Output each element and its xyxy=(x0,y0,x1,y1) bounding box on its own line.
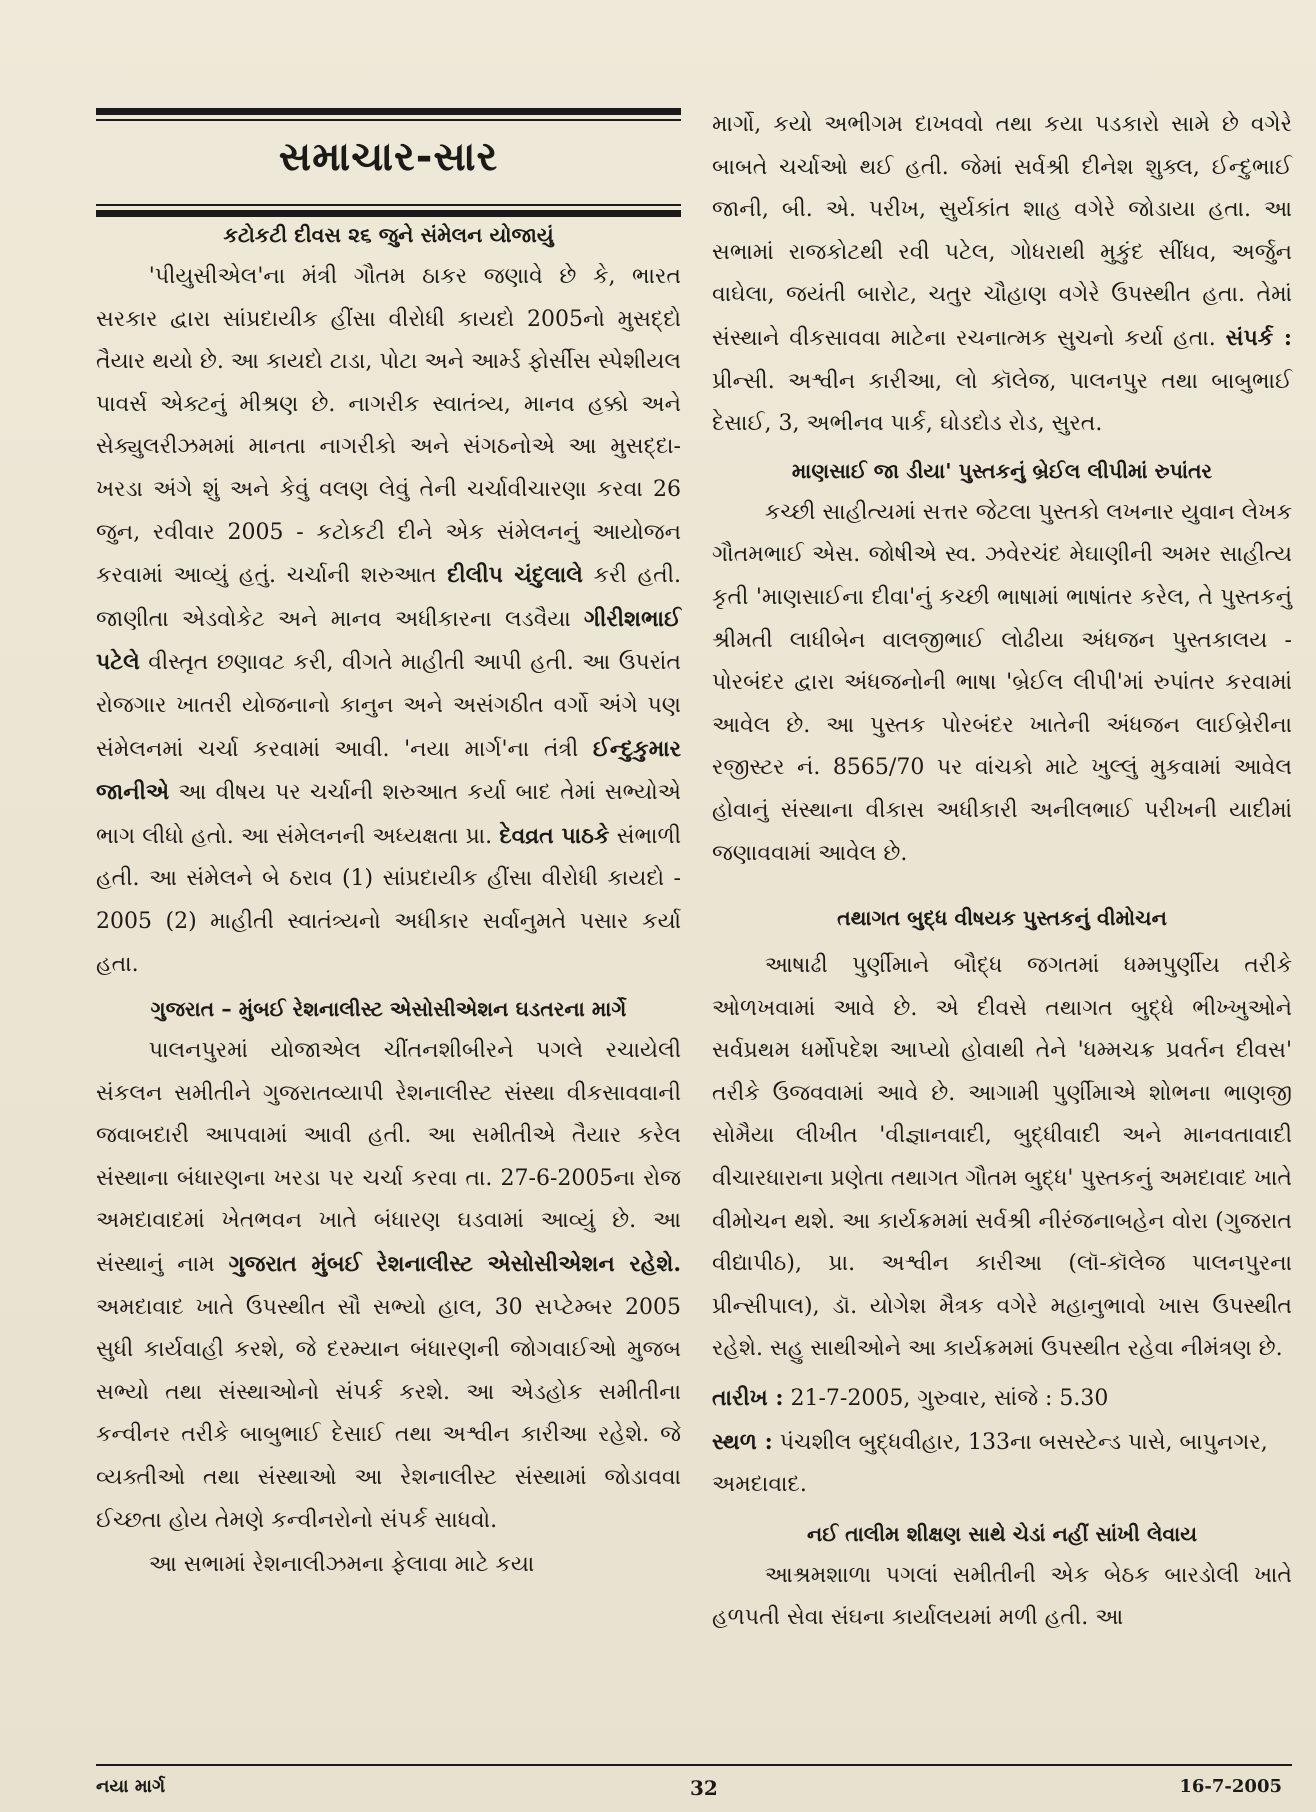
article-body-emergency-day: 'પીયુસીએલ'ના મંત્રી ગૌતમ ઠાકર જણાવે છે કે, ભારત સરકાર દ્વારા સાંપ્રદાયીક હીંસા વીરોધી કાયદો 2005નો મુસદ્દો તૈયાર થયો છે. આ કાયદો ટાડા, પોટા અને આર્મ્ડ ફોર્સીસ સ્પેશીયલ પાવર્સ એક્ટનું મીશ્રણ છે. નાગરીક સ્વાતંત્ર્ય, માનવ હક્કો અને સેક્યુલરીઝમમાં માનતા નાગરીકો અને સંગઠનોએ આ મુસદ્દા-ખરડા અંગે શું અને કેવું વલણ લેવું તેની ચર્ચાવીચારણા કરવા 26 જુન, રવીવાર 2005 - કટોકટી દીને એક સંમેલનનું આયોજન કરવામાં આવ્યું હતું. ચર્ચાની શરુઆત દીલીપ ચંદુલાલે કરી હતી. જાણીતા એડવોકેટ અને માનવ અધીકારના લડવૈયા ગીરીશભાઈ પટેલે વીસ્તૃત છણાવટ કરી, વીગતે માહીતી આપી હતી. આ ઉપરાંત રોજગાર ખાતરી યોજનાનો કાનુન અને અસંગઠીત વર્ગો અંગે પણ સંમેલનમાં ચર્ચા કરવામાં આવી. 'નયા માર્ગ'ના તંત્રી ઈન્દુકુમાર જાનીએ આ વીષય પર ચર્ચાની શરુઆત કર્યા બાદ તેમાં સભ્યોએ ભાગ લીધો હતો. આ સંમેલનની અધ્યક્ષતા પ્રા. દેવવ્રત પાઠકે સંભાળી હતી. આ સંમેલને બે ઠરાવ (1) સાંપ્રદાયીક હીંસા વીરોધી કાયદો - 2005 (2) માહીતી સ્વાતંત્ર્યનો અધીકાર સર્વાનુમતે પસાર કર્યા હતા. xyxy=(96,264,681,977)
contact-label: સંપર્ક : xyxy=(1225,324,1292,351)
section-masthead xyxy=(96,100,681,290)
article-heading-nai-talim: નઈ તાલીમ શીક્ષણ સાથે ચેડાં નહીં સાંખી લેવાય xyxy=(806,1521,1198,1546)
bold-name: ગુજરાત મુંબઈ રેશનાલીસ્ટ એસોસીએશન રહેશે. xyxy=(228,1251,681,1278)
left-column xyxy=(96,100,681,1587)
article-heading-emergency-day: કટોકટી દીવસ ૨૬ જુને સંમેલન યોજાયું xyxy=(223,223,554,247)
article-body-braille: કચ્છી સાહીત્યમાં સત્તર જેટલા પુસ્તકો લખનાર યુવાન લેખક ગૌતમભાઈ એસ. જોષીએ સ્વ. ઝવેરચંદ મેઘાણીની અમર સાહીત્ય કૃતી 'માણસાઈના દીવા'નું કચ્છી ભાષામાં ભાષાંતર કરેલ, તે પુસ્તકનું શ્રીમતી લાધીબેન વાલજીભાઈ લોઢીયા અંધજન પુસ્તકાલય - પોરબંદર દ્વારા અંધજનોની ભાષા 'બ્રેઈલ લીપી'માં રુપાંતર કરવામાં આવેલ છે. આ પુસ્તક પોરબંદર ખાતેની અંધજન લાઈબ્રેરીના રજીસ્ટર નં. 8565/70 પર વાંચકો માટે ખુલ્લું મુકવામાં આવેલ હોવાનું સંસ્થાના વીકાસ અધીકારી અનીલભાઈ પરીખની યાદીમાં જણાવવામાં આવેલ છે. xyxy=(712,499,1292,866)
article-body-rationalist-association: પાલનપુરમાં યોજાએલ ચીંતનશીબીરને પગલે રચાયેલી સંકલન સમીતીને ગુજરાતવ્યાપી રેશનાલીસ્ટ સંસ્થા વીકસાવવાની જવાબદારી આપવામાં આવી હતી. આ સમીતીએ તૈયાર કરેલ સંસ્થાના બંધારણના ખરડા પર ચર્ચા કરવા તા. 27-6-2005ના રોજ અમદાવાદમાં ખેતભવન ખાતે બંધારણ ઘડવામાં આવ્યું છે. આ સંસ્થાનું નામ ગુજરાત મુંબઈ રેશનાલીસ્ટ એસોસીએશન રહેશે. અમદાવાદ ખાતે ઉપસ્થીત સૌ સભ્યો હાલ, 30 સપ્ટેમ્બર 2005 સુધી કાર્યવાહી કરશે, જે દરમ્યાન બંધારણની જોગવાઈઓ મુજબ સભ્યો તથા સંસ્થાઓનો સંપર્ક કરશે. આ એડહોક સમીતીના કન્વીનર તરીકે બાબુભાઈ દેસાઈ તથા અશ્વીન કારીઆ રહેશે. જે વ્યક્તીઓ તથા સંસ્થાઓ આ રેશનાલીસ્ટ સંસ્થામાં જોડાવવા ઈચ્છતા હોય તેમણે કન્વીનરોનો સંપર્ક સાધવો. xyxy=(96,1038,681,1533)
section-title: સમાચાર-સાર xyxy=(278,134,499,180)
date-label: તારીખ : xyxy=(712,1385,784,1412)
article-body-buddha-book: આષાઢી પુર્ણીમાને બૌદ્ધ જગતમાં ધમ્મપુર્ણીય તરીકે ઓળખવામાં આવે છે. એ દીવસે તથાગત બુદ્ધે ભીખ્ખુઓને સર્વપ્રથમ ધર્મોપદેશ આપ્યો હોવાથી તેને 'ધમ્મચક્ર પ્રવર્તન દીવસ' તરીકે ઉજવવામાં આવે છે. આગામી પુર્ણીમાએ શોભના ભાણજી સોમૈયા લીખીત 'વીજ્ઞાનવાદી, બુદ્ધીવાદી અને માનવતાવાદી વીચારધારાના પ્રણેતા તથાગત ગૌતમ બુદ્ધ' પુસ્તકનું અમદાવાદ ખાતે વીમોચન થશે. આ કાર્યક્રમમાં સર્વશ્રી નીરંજનાબહેન વોરા (ગુજરાત વીદ્યાપીઠ), પ્રા. અશ્વીન કારીઆ (લૉ-કૉલેજ પાલનપુરના પ્રીન્સીપાલ), ડૉ. યોગેશ મૈત્રક વગેરે મહાનુભાવો ખાસ ઉપસ્થીત રહેશે. સહુ સાથીઓને આ કાર્યક્રમમાં ઉપસ્થીત રહેવા નીમંત્રણ છે. xyxy=(712,953,1292,1362)
publication-name: નયા માર્ગ xyxy=(96,1776,166,1797)
article-heading-braille: માણસાઈ જા ડીયા' પુસ્તકનું બ્રેઈલ લીપીમાં રુપાંતર xyxy=(791,458,1213,483)
article-body-nai-talim: આશ્રમશાળા પગલાં સમીતીની એક બેઠક બારડોલી ખાતે હળપતી સેવા સંઘના કાર્યાલયમાં મળી હતી. આ xyxy=(712,1562,1292,1631)
place-label: સ્થળ : xyxy=(712,1428,773,1455)
article-body-rationalist-continuation: માર્ગો, કયો અભીગમ દાખવવો તથા કયા પડકારો સામે છે વગેરે બાબતે ચર્ચાઓ થઈ હતી. જેમાં સર્વશ્રી દીનેશ શુક્લ, ઈન્દુભાઈ જાની, બી. એ. પરીખ, સુર્યકાંત શાહ વગેરે જોડાયા હતા. આ સભામાં રાજકોટથી રવી પટેલ, ગોધરાથી મુકુંદ સીંધવ, અર્જુન વાઘેલા, જયંતી બારોટ, ચતુર ચૌહાણ વગેરે ઉપસ્થીત હતા. તેમાં સંસ્થાને વીકસાવવા માટેના રચનાત્મક સુચનો કર્યા હતા. સંપર્ક : પ્રીન્સી. અશ્વીન કારીઆ, લો કૉલેજ, પાલનપુર તથા બાબુભાઈ દેસાઈ, 3, અભીનવ પાર્ક, ઘોડદોડ રોડ, સુરત. xyxy=(712,112,1292,437)
article-body-rationalist-continued: આ સભામાં રેશનાલીઝમના ફેલાવા માટે કયા xyxy=(148,1552,535,1578)
bold-name: દીલીપ ચંદુલાલે xyxy=(447,562,583,589)
page-number: 32 xyxy=(690,1776,718,1800)
masthead-top-rules xyxy=(96,108,681,121)
event-date: તારીખ : 21-7-2005, ગુરુવાર, સાંજે : 5.30 xyxy=(712,1385,1109,1412)
event-place: સ્થળ : પંચશીલ બુદ્ધવીહાર, 133ના બસસ્ટેન્ડ પાસે, બાપુનગર, અમદાવાદ. xyxy=(712,1428,1268,1498)
article-heading-buddha-book: તથાગત બુદ્ધ વીષયક પુસ્તકનું વીમોચન xyxy=(837,906,1167,931)
bold-name: ઈન્દુકુમાર જાનીએ xyxy=(96,735,681,806)
page-footer xyxy=(96,1764,1292,1800)
article-heading-rationalist-association: ગુજરાત – મુંબઈ રેશનાલીસ્ટ એસોસીએશન ઘડતરના માર્ગે xyxy=(150,997,627,1022)
issue-date: 16-7-2005 xyxy=(1179,1776,1282,1797)
bold-name: દેવવ્રત પાઠકે xyxy=(499,822,610,849)
masthead-bottom-rules xyxy=(96,204,681,217)
right-column xyxy=(712,104,1292,1640)
bold-name: ગીરીશભાઈ પટેલે xyxy=(96,605,681,676)
